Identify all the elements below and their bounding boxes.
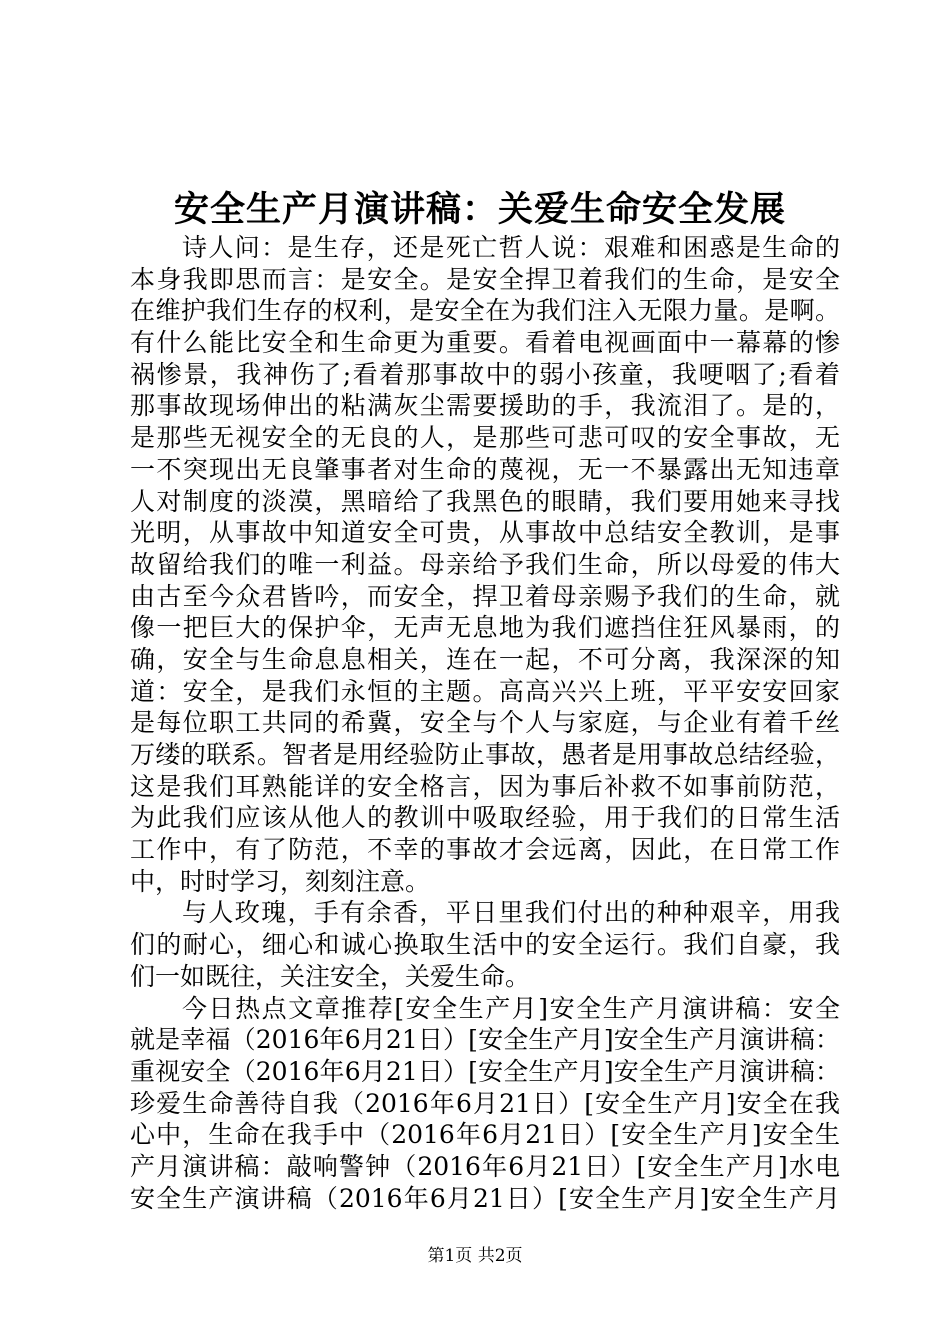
paragraph-line: 那事故现场伸出的粘满灰尘需要援助的手，我流泪了。是的， (130, 391, 840, 421)
paragraph-line: 祸惨景，我神伤了;看着那事故中的弱小孩童，我哽咽了;看着 (130, 359, 840, 389)
paragraph-line: 诗人问：是生存，还是死亡哲人说：艰难和困惑是生命的 (182, 233, 840, 262)
paragraph-line: 为此我们应该从他人的教训中吸取经验，用于我们的日常生活 (130, 803, 840, 833)
paragraph-line: 像一把巨大的保护伞，无声无息地为我们遮挡住狂风暴雨，的 (130, 613, 840, 643)
paragraph-line: 心中，生命在我手中（2016年6月21日）[安全生产月]安全生 (130, 1120, 840, 1150)
paragraph-line: 们的耐心，细心和诚心换取生活中的安全运行。我们自豪，我 (130, 930, 840, 960)
paragraph-line: 是每位职工共同的希冀，安全与个人与家庭，与企业有着千丝 (130, 708, 840, 738)
paragraph-line: 们一如既往，关注安全，关爱生命。 (130, 961, 531, 991)
page-number: 第1页 共2页 (427, 1246, 523, 1266)
paragraph-line: 产月演讲稿：敲响警钟（2016年6月21日）[安全生产月]水电 (130, 1151, 840, 1181)
paragraph-line: 就是幸福（2016年6月21日）[安全生产月]安全生产月演讲稿： (130, 1025, 840, 1055)
paragraph-line: 与人玫瑰，手有余香，平日里我们付出的种种艰辛，用我 (182, 898, 840, 928)
paragraph-line: 由古至今众君皆吟，而安全，捍卫着母亲赐予我们的生命，就 (130, 581, 840, 611)
paragraph-line: 光明，从事故中知道安全可贵，从事故中总结安全教训，是事 (130, 518, 840, 548)
paragraph-line: 万缕的联系。智者是用经验防止事故，愚者是用事故总结经验， (130, 740, 840, 769)
paragraph-line: 道：安全，是我们永恒的主题。高高兴兴上班，平平安安回家 (130, 676, 840, 706)
document-title: 安全生产月演讲稿：关爱生命安全发展 (173, 189, 786, 230)
paragraph-line: 工作中，有了防范，不幸的事故才会远离，因此，在日常工作 (130, 835, 840, 865)
paragraph-line: 故留给我们的唯一利益。母亲给予我们生命，所以母爱的伟大 (130, 549, 840, 579)
paragraph-line: 人对制度的淡漠，黑暗给了我黑色的眼睛，我们要用她来寻找 (130, 486, 840, 516)
paragraph-line: 有什么能比安全和生命更为重要。看着电视画面中一幕幕的惨 (130, 328, 840, 358)
paragraph-line: 安全生产演讲稿（2016年6月21日）[安全生产月]安全生产月 (130, 1183, 840, 1213)
paragraph-line: 这是我们耳熟能详的安全格言，因为事后补救不如事前防范， (130, 771, 840, 801)
document-body (130, 232, 840, 1214)
paragraph-line: 本身我即思而言：是安全。是安全捍卫着我们的生命，是安全 (130, 264, 840, 294)
paragraph-line: 重视安全（2016年6月21日）[安全生产月]安全生产月演讲稿： (130, 1056, 840, 1086)
paragraph-line: 珍爱生命善待自我（2016年6月21日）[安全生产月]安全在我 (130, 1088, 840, 1118)
paragraph-line: 今日热点文章推荐[安全生产月]安全生产月演讲稿：安全 (182, 993, 840, 1023)
paragraph-line: 在维护我们生存的权利，是安全在为我们注入无限力量。是啊。 (130, 296, 840, 326)
paragraph-line: 一不突现出无良肇事者对生命的蔑视，无一不暴露出无知违章 (130, 454, 840, 484)
paragraph-line: 中，时时学习，刻刻注意。 (130, 866, 431, 896)
paragraph-line: 是那些无视安全的无良的人，是那些可悲可叹的安全事故，无 (130, 423, 840, 453)
paragraph-line: 确，安全与生命息息相关，连在一起，不可分离，我深深的知 (130, 644, 840, 674)
